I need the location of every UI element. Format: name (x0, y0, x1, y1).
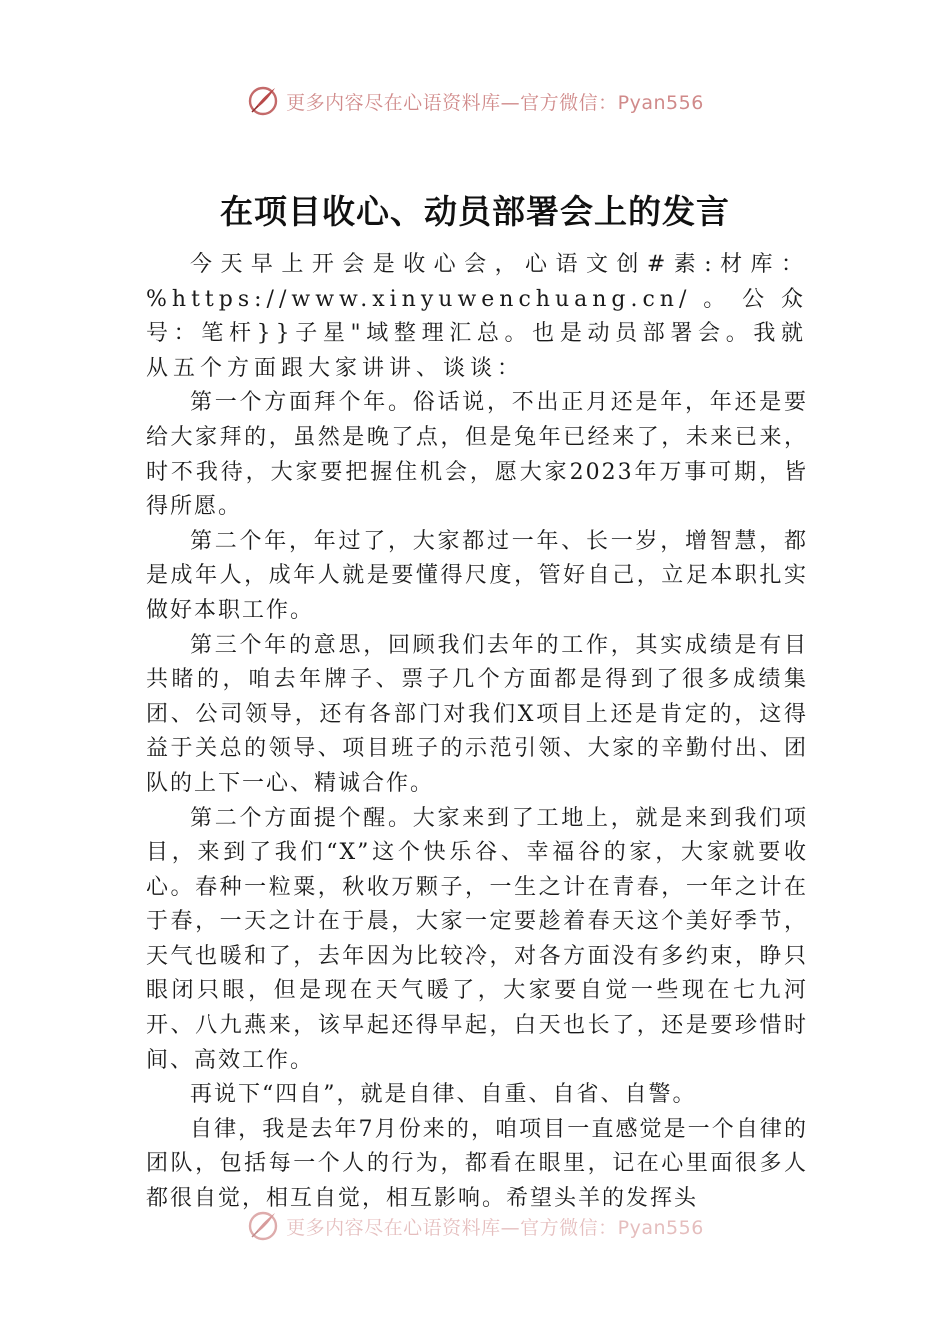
paragraph: 今天早上开会是收心会，心语文创#素:材库：%https://www.xinyuwenchuang.cn/。公众号：笔杆}}子星"域整理汇总。也是动员部署会。我就从五个方面跟大家讲讲、谈谈： (146, 252, 808, 381)
document-body (146, 248, 808, 1216)
quill-pen-logo-icon (246, 84, 280, 118)
paragraph: 再说下“四自”，就是自律、自重、自省、自警。 (190, 1082, 697, 1108)
paragraph: 自律，我是去年7月份来的，咱项目一直感觉是一个自律的团队，包括每一个人的行为，都看在眼里，记在心里面很多人都很自觉，相互自觉，相互影响。希望头羊的发挥头 (146, 1116, 808, 1212)
paragraph: 第二个方面提个醒。大家来到了工地上，就是来到我们项目，来到了我们“X”这个快乐谷、幸福谷的家，大家就要收心。春种一粒粟，秋收万颗子，一生之计在青春，一年之计在于春，一天之计在于晨，大家一定要趁着春天这个美好季节，天气也暖和了，去年因为比较冷，对各方面没有多约束，睁只眼闭只眼，但是现在天气暖了，大家要自觉一些现在七九河开、八九燕来，该早起还得早起，白天也长了，还是要珍惜时间、高效工作。 (146, 805, 808, 1073)
watermark-text: 更多内容尽在心语资料库—官方微信：Pyan556 (286, 1216, 704, 1239)
paragraph: 第三个年的意思，回顾我们去年的工作，其实成绩是有目共睹的，咱去年牌子、票子几个方面都是得到了很多成绩集团、公司领导，还有各部门对我们X项目上还是肯定的，这得益于关总的领导、项目班子的示范引领、大家的辛勤付出、团队的上下一心、精诚合作。 (146, 632, 808, 796)
watermark-footer (0, 1209, 950, 1243)
quill-pen-logo-icon (246, 1209, 280, 1243)
watermark-header (0, 84, 950, 118)
paragraph: 第一个方面拜个年。俗话说，不出正月还是年，年还是要给大家拜的，虽然是晚了点，但是兔年已经来了，未来已来，时不我待，大家要把握住机会，愿大家2023年万事可期，皆得所愿。 (146, 390, 808, 520)
paragraph: 第二个年，年过了，大家都过一年、长一岁，增智慧，都是成年人，成年人就是要懂得尺度，管好自己，立足本职扎实做好本职工作。 (146, 528, 808, 623)
watermark-text: 更多内容尽在心语资料库—官方微信：Pyan556 (286, 91, 704, 114)
document-title: 在项目收心、动员部署会上的发言 (220, 192, 730, 231)
